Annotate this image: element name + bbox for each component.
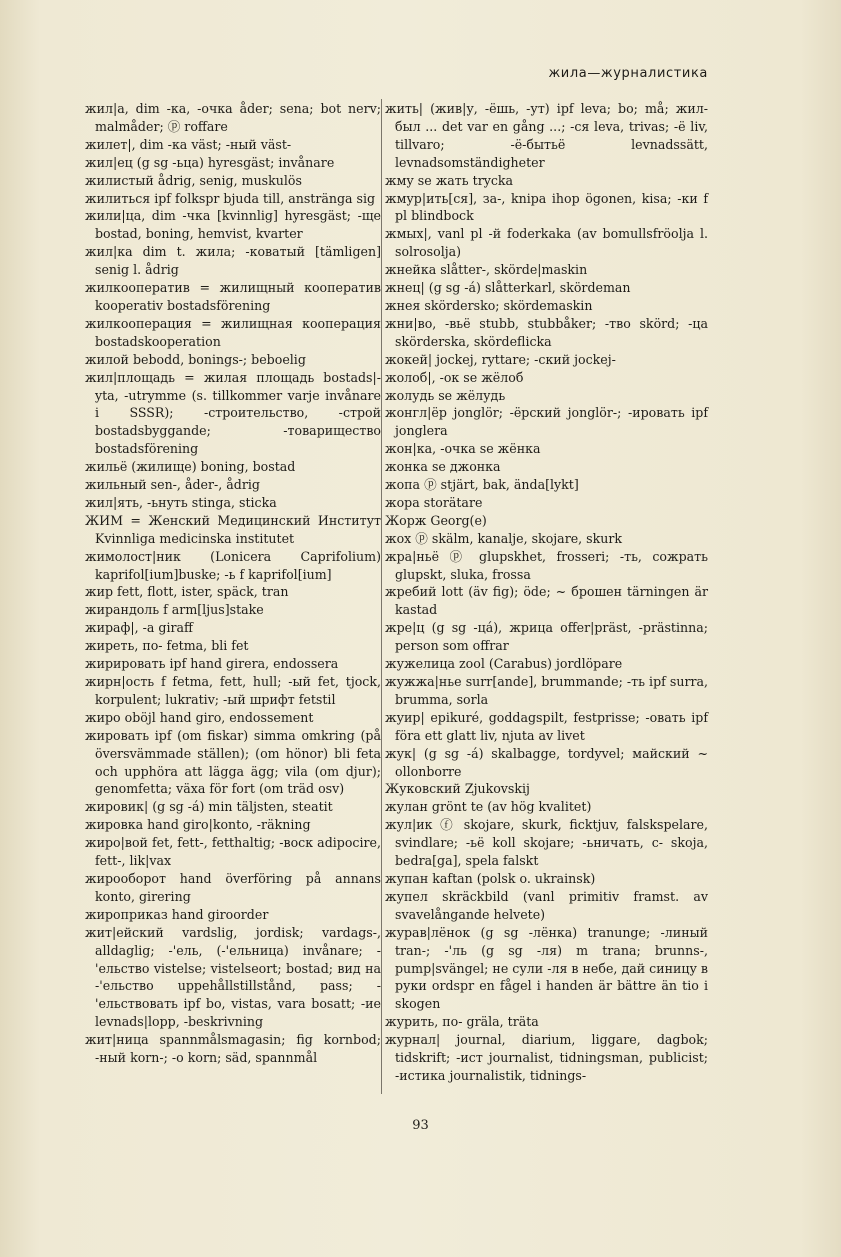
dictionary-entry: жиро oböjl hand giro, endossement xyxy=(85,709,314,725)
right-column xyxy=(385,100,708,1085)
dictionary-entry: жул|ик ⓕ skojare, skurk, ficktjuv, falskspelare, svindlare; -ьё koll skojare; -ьничать, с- skoja, bedra[ga], spela falskt xyxy=(385,817,708,869)
dictionary-entry: жупел skräckbild (vanl primitiv framst. av svavelångande helvete) xyxy=(385,888,708,922)
dictionary-entry: жили|ца, dim -чка [kvinnlig] hyresgäst; -ще bostad, boning, hemvist, kvarter xyxy=(85,208,381,242)
dictionary-entry: жил|ка dim t. жила; -коватый [tämligen] senig l. ådrig xyxy=(85,244,381,278)
column-divider xyxy=(381,99,382,1094)
dictionary-entry: жужелица zool (Carabus) jordlöpare xyxy=(385,656,623,672)
dictionary-entry: жировик| (g sg -á) min täljsten, steatit xyxy=(85,799,333,815)
dictionary-entry: жнец| (g sg -á) slåtterkarl, skördeman xyxy=(385,280,631,296)
dictionary-entry: жил|ец (g sg -ьца) hyresgäst; invånare xyxy=(85,154,335,170)
dictionary-entry: жил|ять, -ьнуть stinga, sticka xyxy=(85,494,277,510)
dictionary-entry: жни|во, -вьё stubb, stubbåker; -тво skörd; -ца skörderska, skördeflicka xyxy=(385,315,708,349)
dictionary-entry: Жорж Georg(e) xyxy=(385,512,487,528)
dictionary-entry: жить| (жив|у, -ёшь, -ут) ipf leva; bo; må; жил-был ... det var en gång ...; -ся leva, trivas; -ё liv, tillvaro; -ё-бытьё levnadssätt, levnadsomständigheter xyxy=(385,101,708,170)
dictionary-entry: жмур|ить[ся], за-, knipa ihop ögonen, kisa; -ки f pl blindbock xyxy=(385,190,708,224)
dictionary-entry: жилкооператив = жилищный кооператив kooperativ bostadsförening xyxy=(85,280,381,313)
left-column xyxy=(85,100,381,1067)
dictionary-entry: жирировать ipf hand girera, endossera xyxy=(85,656,339,672)
dictionary-entry: жилет|, dim -ка väst; -ный väst- xyxy=(85,136,292,152)
dictionary-entry: жирооборот hand överföring på annans konto, girering xyxy=(85,870,381,904)
dictionary-entry: жупан kaftan (polsk o. ukrainsk) xyxy=(385,870,596,886)
dictionary-entry: жужжа|нье surr[ande], brummande; -ть ipf surra, brumma, sorla xyxy=(385,674,708,707)
dictionary-entry: жиреть, по- fetma, bli fet xyxy=(85,638,249,654)
dictionary-entry: журав|лёнок (g sg -лёнка) tranunge; -линый tran-; -'ль (g sg -ля) m trana; brunns-, pump|svängel; не сули -ля в небе, дай синицу в руки ordspr en fågel i handen är bättre än tio i skogen xyxy=(385,924,708,1012)
dictionary-entry: жора storätare xyxy=(385,494,483,510)
running-header: жила—журналистика xyxy=(548,66,708,81)
dictionary-entry: жолудь se жёлудь xyxy=(385,387,506,403)
dictionary-entry: жилкооперация = жилищная кооперация bostadskooperation xyxy=(85,315,381,349)
dictionary-entry: жон|ка, -очка se жёнка xyxy=(385,441,541,457)
dictionary-entry: жре|ц (g sg -цá), жрица offer|präst, -prästinna; person som offrar xyxy=(385,620,708,654)
dictionary-entry: жилиться ipf folkspr bjuda till, anstränga sig xyxy=(85,190,376,206)
dictionary-entry: ЖИМ = Женский Медицинский Институт Kvinnliga medicinska institutet xyxy=(85,512,381,546)
dictionary-entry: жировать ipf (om fiskar) simma omkring (på översvämmade ställen); (om hönor) bli feta och upphöra att lägga ägg; vila (om djur); genomfetta; växa för fort (om träd osv) xyxy=(85,727,381,797)
dictionary-entry: жнея skördersko; skördemaskin xyxy=(385,297,593,313)
dictionary-entry: жил|а, dim -ка, -очка åder; sena; bot nerv; malmåder; ⓟ roffare xyxy=(85,101,381,134)
dictionary-entry: жребий lott (äv fig); öde; ~ брошен tärningen är kastad xyxy=(385,584,708,618)
dictionary-entry: жилой bebodd, bonings-; beboelig xyxy=(85,351,306,367)
dictionary-entry: жокей| jockej, ryttare; -ский jockej- xyxy=(385,351,616,367)
dictionary-entry: жироприказ hand giroorder xyxy=(85,906,269,922)
dictionary-entry: жопа ⓟ stjärt, bak, ända[lykt] xyxy=(385,477,579,493)
dictionary-entry: журнал| journal, diarium, liggare, dagbok; tidskrift; -ист journalist, tidningsman, publicist; -истика journalistik, tidnings- xyxy=(385,1032,708,1083)
dictionary-entry: жулан grönt te (av hög kvalitet) xyxy=(385,799,592,815)
dictionary-entry: Жуковский Zjukovskij xyxy=(385,781,530,797)
dictionary-entry: жнейка slåtter-, skörde|maskin xyxy=(385,262,588,278)
dictionary-entry: жолоб|, -ок se жёлоб xyxy=(385,369,524,385)
dictionary-entry: жуир| epikuré, goddagspilt, festprisse; -овать ipf föra ett glatt liv, njuta av livet xyxy=(385,709,708,743)
page-number: 93 xyxy=(412,1118,429,1133)
dictionary-entry: жмых|, vanl pl -й foderkaka (av bomullsfröolja l. solrosolja) xyxy=(385,226,708,260)
dictionary-entry: жимолост|ник (Lonicera Caprifolium) kaprifol[ium]buske; -ь f kaprifol[ium] xyxy=(85,548,381,582)
dictionary-entry: жит|ейский vardslig, jordisk; vardags-, alldaglig; -'ель, (-'ельница) invånare; -'ельство vistelse; vistelseort; bostad; вид на -'ельство uppehållstillstånd, pass; -'ельствовать ipf bo, vistas, vara bosatt; -ие levnads|lopp, -beskrivning xyxy=(85,924,381,1030)
dictionary-entry: жил|площадь = жилая площадь bostads|-yta, -utrymme (s. tillkommer varje invånare i SSSR); -строительство, -строй bostadsbyggande; -товарищество bostadsförening xyxy=(85,369,381,457)
dictionary-entry: жму se жать trycka xyxy=(385,172,514,188)
dictionary-entry: жит|ница spannmålsmagasin; fig kornbod; -ный korn-; -о korn; säd, spannmål xyxy=(85,1032,381,1066)
dictionary-entry: жиро|вой fet, fett-, fetthaltig; -воск adipocire, fett-, lik|vax xyxy=(85,835,381,869)
dictionary-entry: жук| (g sg -á) skalbagge, tordyvel; майский ~ ollonborre xyxy=(385,745,708,779)
dictionary-entry: жильный sen-, åder-, ådrig xyxy=(85,477,260,493)
dictionary-entry: жирн|ость f fetma, fett, hull; -ый fet, tjock, korpulent; lukrativ; -ый шрифт fetstil xyxy=(85,674,381,707)
dictionary-entry: жильё (жилище) boning, bostad xyxy=(85,459,296,475)
dictionary-entry: жилистый ådrig, senig, muskulös xyxy=(85,172,302,188)
dictionary-entry: жир fett, flott, ister, späck, tran xyxy=(85,584,289,600)
dictionary-entry: жра|ньё ⓟ glupskhet, frosseri; -ть, сожрать glupskt, sluka, frossa xyxy=(385,548,708,582)
dictionary-entry: жонгл|ёр jonglör; -ёрский jonglör-; -ировать ipf jonglera xyxy=(385,405,708,439)
dictionary-entry: жох ⓟ skälm, kanalje, skojare, skurk xyxy=(385,530,623,546)
dictionary-entry: жировка hand giro|konto, -räkning xyxy=(85,817,311,833)
dictionary-entry: жираф|, -а giraff xyxy=(85,620,193,636)
dictionary-entry: жонка se джонка xyxy=(385,459,501,475)
dictionary-entry: жирандоль f arm[ljus]stake xyxy=(85,602,264,618)
dictionary-entry: журить, по- gräla, träta xyxy=(385,1014,539,1030)
